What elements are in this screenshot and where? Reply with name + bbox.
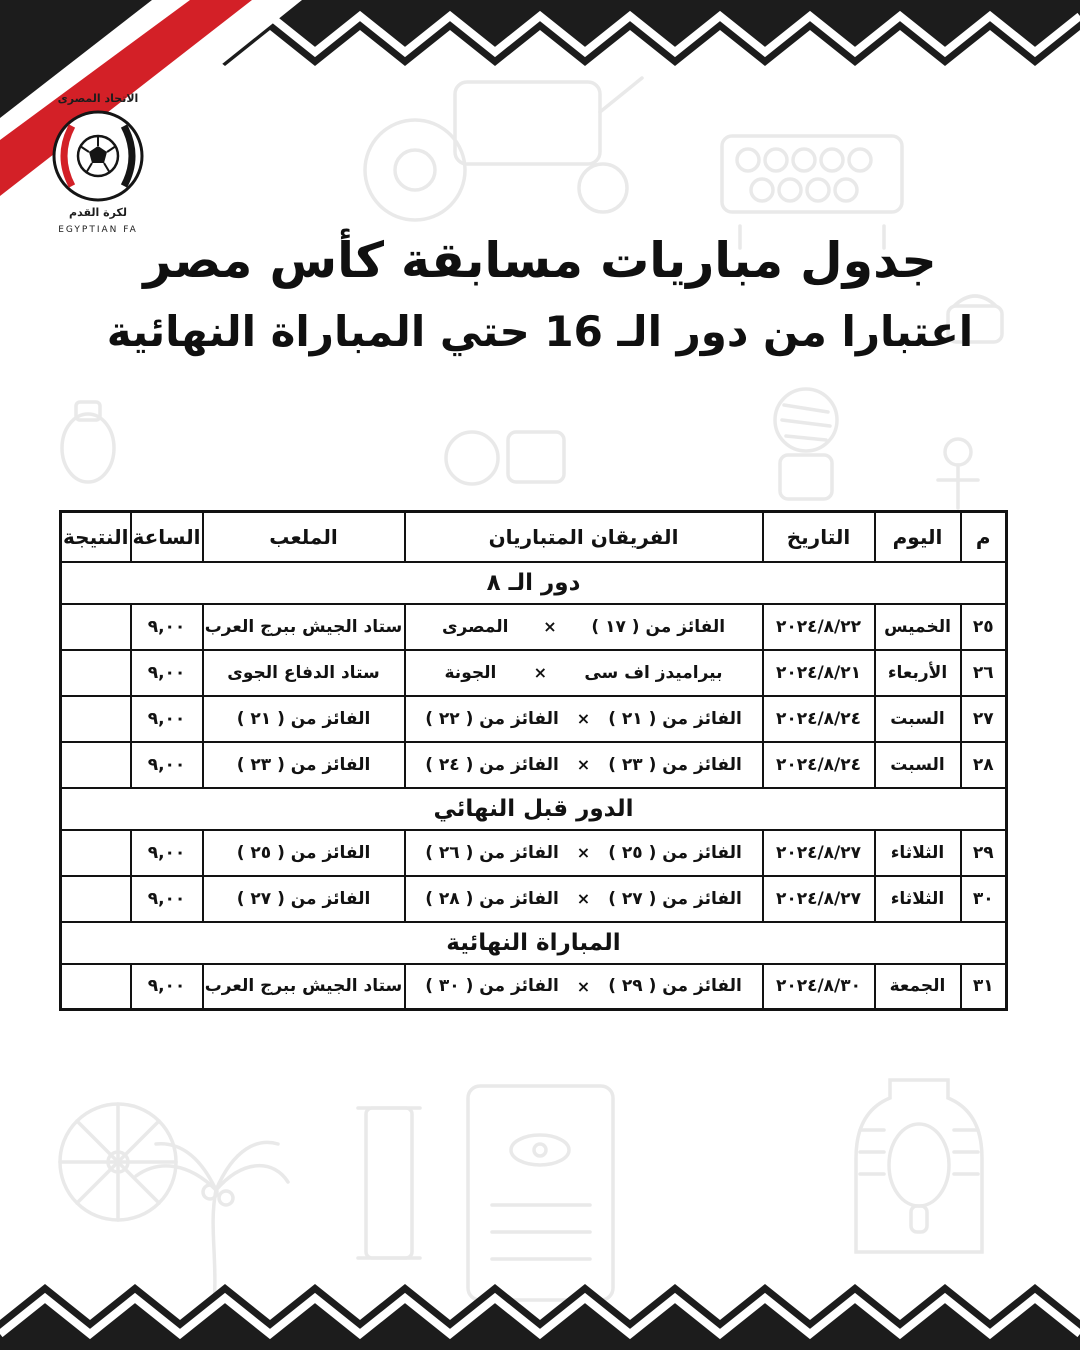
match-day: الجمعة	[875, 964, 961, 1010]
vs-symbol: ×	[533, 663, 548, 682]
match-row-25	[61, 604, 1007, 650]
team-a: الفائز من ( ٢٩ )	[608, 976, 742, 997]
match-teams	[405, 830, 763, 876]
doodle-ankh-icon	[938, 439, 978, 508]
col-header-date: التاريخ	[763, 512, 875, 562]
match-number: ٢٨	[961, 742, 1007, 788]
match-row-27	[61, 696, 1007, 742]
match-number: ٢٥	[961, 604, 1007, 650]
match-number: ٢٦	[961, 650, 1007, 696]
team-a: الفائز من ( ٢١ )	[608, 708, 742, 729]
match-result	[61, 876, 131, 922]
section-row-semifinals	[61, 788, 1007, 830]
team-b: الفائز من ( ٢٦ )	[425, 842, 559, 863]
match-result	[61, 696, 131, 742]
doodle-pots-icon	[446, 432, 564, 484]
vs-symbol: ×	[576, 709, 591, 728]
match-row-28	[61, 742, 1007, 788]
match-stadium: الفائز من ( ٢٧ )	[203, 876, 405, 922]
match-number: ٢٧	[961, 696, 1007, 742]
match-result	[61, 742, 131, 788]
match-time: ٩,٠٠	[131, 830, 203, 876]
section-title: المباراة النهائية	[61, 922, 1007, 964]
match-day: الثلاثاء	[875, 830, 961, 876]
doodle-cart-icon	[365, 78, 642, 220]
match-stadium: الفائز من ( ٢٥ )	[203, 830, 405, 876]
match-date: ٢٠٢٤/٨/٢٧	[763, 830, 875, 876]
col-header-num: م	[961, 512, 1007, 562]
section-title: دور الـ ٨	[61, 562, 1007, 604]
efa-logo	[40, 86, 156, 238]
doodle-pharaoh-icon	[856, 1080, 982, 1252]
match-time: ٩,٠٠	[131, 742, 203, 788]
team-b: الفائز من ( ٢٨ )	[425, 888, 559, 909]
match-time: ٩,٠٠	[131, 696, 203, 742]
match-stadium: ستاد الجيش ببرج العرب	[203, 604, 405, 650]
team-b: المصرى	[441, 616, 509, 637]
match-result	[61, 650, 131, 696]
col-header-time: الساعة	[131, 512, 203, 562]
doodle-jug-icon	[62, 402, 114, 482]
match-time: ٩,٠٠	[131, 604, 203, 650]
match-result	[61, 604, 131, 650]
match-result	[61, 964, 131, 1010]
match-date: ٢٠٢٤/٨/٢٤	[763, 696, 875, 742]
match-teams	[405, 876, 763, 922]
match-date: ٢٠٢٤/٨/٢٤	[763, 742, 875, 788]
match-day: الأربعاء	[875, 650, 961, 696]
section-title: الدور قبل النهائي	[61, 788, 1007, 830]
logo-caption-en: EGYPTIAN FA	[58, 225, 138, 235]
match-teams	[405, 696, 763, 742]
match-number: ٣٠	[961, 876, 1007, 922]
match-date: ٢٠٢٤/٨/٢١	[763, 650, 875, 696]
match-stadium: الفائز من ( ٢٣ )	[203, 742, 405, 788]
logo-caption-bottom: لكرة القدم	[69, 206, 127, 219]
col-header-result: النتيجة	[61, 512, 131, 562]
match-teams	[405, 964, 763, 1010]
vs-symbol: ×	[576, 889, 591, 908]
match-time: ٩,٠٠	[131, 964, 203, 1010]
page-title: جدول مباريات مسابقة كأس مصر	[143, 232, 937, 289]
match-teams	[405, 650, 763, 696]
doodle-mummy-icon	[775, 389, 837, 499]
match-day: السبت	[875, 696, 961, 742]
schedule-table-wrap	[62, 510, 1008, 1011]
page-subtitle: اعتبارا من دور الـ 16 حتي المباراة النهائية	[106, 307, 974, 356]
team-a: بيراميدز اف سى	[584, 662, 723, 683]
schedule-table	[59, 510, 1008, 1011]
match-date: ٢٠٢٤/٨/٢٢	[763, 604, 875, 650]
match-row-30	[61, 876, 1007, 922]
team-b: الفائز من ( ٢٢ )	[425, 708, 559, 729]
team-b: الفائز من ( ٢٤ )	[425, 754, 559, 775]
match-stadium: الفائز من ( ٢١ )	[203, 696, 405, 742]
zigzag-border-bottom	[0, 1266, 1080, 1350]
match-number: ٣١	[961, 964, 1007, 1010]
col-header-day: اليوم	[875, 512, 961, 562]
logo-caption-top: الاتحاد المصرى	[57, 92, 139, 105]
match-day: الثلاثاء	[875, 876, 961, 922]
vs-symbol: ×	[543, 617, 557, 636]
team-b: الجونة	[444, 662, 497, 683]
match-date: ٢٠٢٤/٨/٣٠	[763, 964, 875, 1010]
doodle-wheel-icon	[60, 1104, 176, 1220]
match-number: ٢٩	[961, 830, 1007, 876]
team-a: الفائز من ( ١٧ )	[591, 616, 726, 637]
vs-symbol: ×	[576, 755, 591, 774]
match-date: ٢٠٢٤/٨/٢٧	[763, 876, 875, 922]
header-row	[61, 512, 1007, 562]
section-row-quarterfinals	[61, 562, 1007, 604]
doodle-column-icon	[358, 1108, 420, 1258]
vs-symbol: ×	[576, 843, 591, 862]
team-a: الفائز من ( ٢٥ )	[608, 842, 742, 863]
team-b: الفائز من ( ٣٠ )	[425, 976, 559, 997]
match-time: ٩,٠٠	[131, 876, 203, 922]
team-a: الفائز من ( ٢٧ )	[608, 888, 742, 909]
col-header-stadium: الملعب	[203, 512, 405, 562]
team-a: الفائز من ( ٢٣ )	[608, 754, 742, 775]
match-row-26	[61, 650, 1007, 696]
match-row-31	[61, 964, 1007, 1010]
col-header-teams: الفريقان المتباريان	[405, 512, 763, 562]
match-stadium: ستاد الجيش ببرج العرب	[203, 964, 405, 1010]
match-teams	[405, 604, 763, 650]
match-result	[61, 830, 131, 876]
match-time: ٩,٠٠	[131, 650, 203, 696]
title-block	[0, 232, 1080, 356]
vs-symbol: ×	[576, 976, 591, 996]
match-teams	[405, 742, 763, 788]
match-row-29	[61, 830, 1007, 876]
match-day: الخميس	[875, 604, 961, 650]
section-row-final	[61, 922, 1007, 964]
match-day: السبت	[875, 742, 961, 788]
match-stadium: ستاد الدفاع الجوى	[203, 650, 405, 696]
